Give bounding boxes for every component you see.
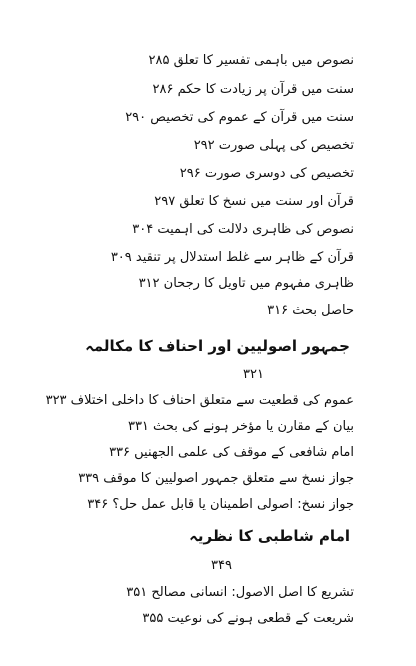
toc-entry: سنت میں قرآن پر زیادت کا حکم ۲۸۶	[152, 82, 354, 97]
toc-entry: عموم کی قطعیت سے متعلق احناف کا داخلی اختلاف ۳۲۳	[45, 393, 354, 408]
toc-entry: نصوص میں باہمی تفسیر کا تعلق ۲۸۵	[148, 53, 354, 68]
toc-entry: حاصل بحث ۳۱۶	[267, 303, 354, 318]
toc-entry: نصوص کی ظاہری دلالت کی اہمیت ۳۰۴	[132, 222, 354, 237]
toc-entry: ظاہری مفہوم میں تاویل کا رجحان ۳۱۲	[138, 276, 354, 291]
toc-entry: شریعت کے قطعی ہونے کی نوعیت ۳۵۵	[142, 611, 354, 626]
toc-entry: تخصیص کی پہلی صورت ۲۹۲	[193, 138, 354, 153]
section-page-number: ۳۴۹	[211, 558, 232, 573]
toc-entry: بیان کے مقارن یا مؤخر ہونے کی بحث ۳۳۱	[127, 419, 354, 434]
toc-entry: جواز نسخ سے متعلق جمہور اصولیین کا موقف ۳۳۹	[78, 471, 354, 486]
toc-entry: سنت میں قرآن کے عموم کی تخصیص ۲۹۰	[125, 110, 354, 125]
toc-entry: قرآن اور سنت میں نسخ کا تعلق ۲۹۷	[154, 194, 354, 209]
section-heading: امام شاطبی کا نظریہ	[189, 527, 350, 545]
section-heading: جمہور اصولیین اور احناف کا مکالمہ	[85, 337, 350, 355]
toc-entry: قرآن کے ظاہر سے غلط استدلال پر تنقید ۳۰۹	[110, 250, 354, 265]
toc-entry: تخصیص کی دوسری صورت ۲۹۶	[179, 166, 354, 181]
toc-entry: امام شافعی کے موقف کی علمی الجھنیں ۳۳۶	[109, 445, 354, 460]
toc-entry: جواز نسخ: اصولی اطمینان یا قابل عمل حل؟ ۳۴۶	[87, 497, 354, 512]
toc-entry: تشریع کا اصل الاصول: انسانی مصالح ۳۵۱	[126, 585, 354, 600]
section-page-number: ۳۲۱	[243, 367, 264, 382]
